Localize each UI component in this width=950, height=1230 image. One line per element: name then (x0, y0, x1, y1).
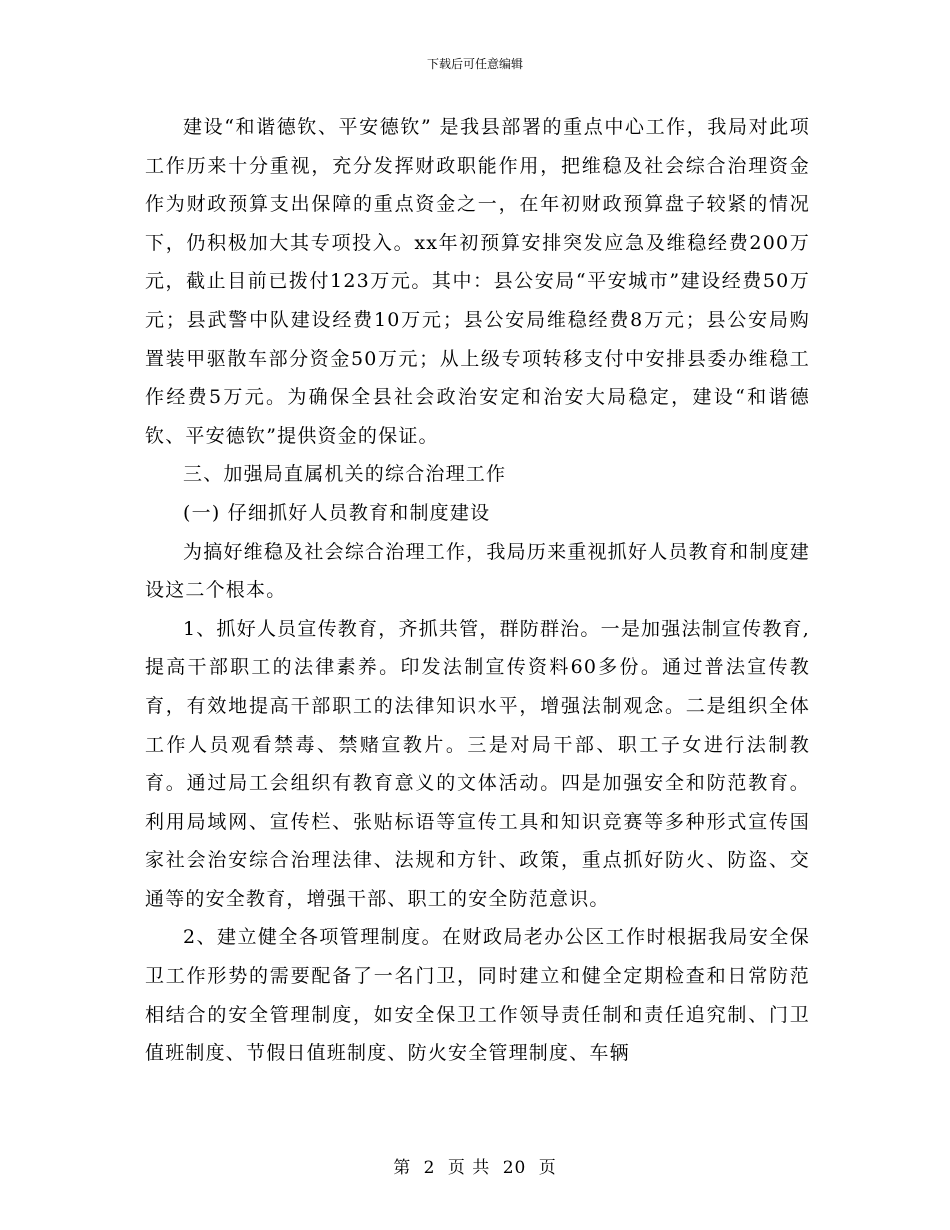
footer-middle: 页 共 (447, 1158, 491, 1178)
paragraph-item-1: 1、抓好人员宣传教育，齐抓共管，群防群治。一是加强法制宣传教育,提高干部职工的法律素养。印发法制宣传资料60多份。通过普法宣传教育，有效地提高干部职工的法律知识水平，增强法制观念。二是组织全体工作人员观看禁毒、禁赌宣教片。三是对局干部、职工子女进行法制教育。通过局工会组织有教育意义的文体活动。四是加强安全和防范教育。利用局域网、宣传栏、张贴标语等宣传工具和知识竞赛等多种形式宣传国家社会治安综合治理法律、法规和方针、政策，重点抓好防火、防盗、交通等的安全教育，增强干部、职工的安全防范意识。 (145, 617, 810, 910)
footer-total-pages: 20 (502, 1158, 527, 1178)
paragraph-item-2: 2、建立健全各项管理制度。在财政局老办公区工作时根据我局安全保卫工作形势的需要配备了一名门卫，同时建立和健全定期检查和日常防范相结合的安全管理制度，如安全保卫工作领导责任制和责任追究制、门卫值班制度、节假日值班制度、防火安全管理制度、车辆 (145, 926, 810, 1065)
footer-current-page: 2 (423, 1158, 436, 1178)
page-header-note: 下载后可任意编辑 (426, 57, 523, 71)
subsection-heading-one: (一) 仔细抓好人员教育和制度建设 (183, 501, 491, 524)
paragraph-funding: 建设“和谐德钦、平安德钦” 是我县部署的重点中心工作，我局对此项工作历来十分重视，充分发挥财政职能作用，把维稳及社会综合治理资金作为财政预算支出保障的重点资金之一，在年初财政预算盘子较紧的情况下，仍积极加大其专项投入。xx年初预算安排突发应急及维稳经费200万元，截止目前已拨付123万元。其中：县公安局“平安城市”建设经费50万元；县武警中队建设经费10万元；县公安局维稳经费8万元；县公安局购置装甲驱散车部分资金50万元；从上级专项转移支付中安排县委办维稳工作经费5万元。为确保全县社会政治安定和治安大局稳定，建设“和谐德钦、平安德钦”提供资金的保证。 (145, 116, 810, 447)
page-footer (0, 1153, 950, 1178)
footer-suffix: 页 (538, 1158, 557, 1178)
footer-prefix: 第 (393, 1158, 412, 1178)
document-body (145, 108, 810, 1073)
section-heading-three: 三、加强局直属机关的综合治理工作 (183, 463, 507, 486)
paragraph-intro: 为搞好维稳及社会综合治理工作，我局历来重视抓好人员教育和制度建设这二个根本。 (145, 540, 810, 602)
